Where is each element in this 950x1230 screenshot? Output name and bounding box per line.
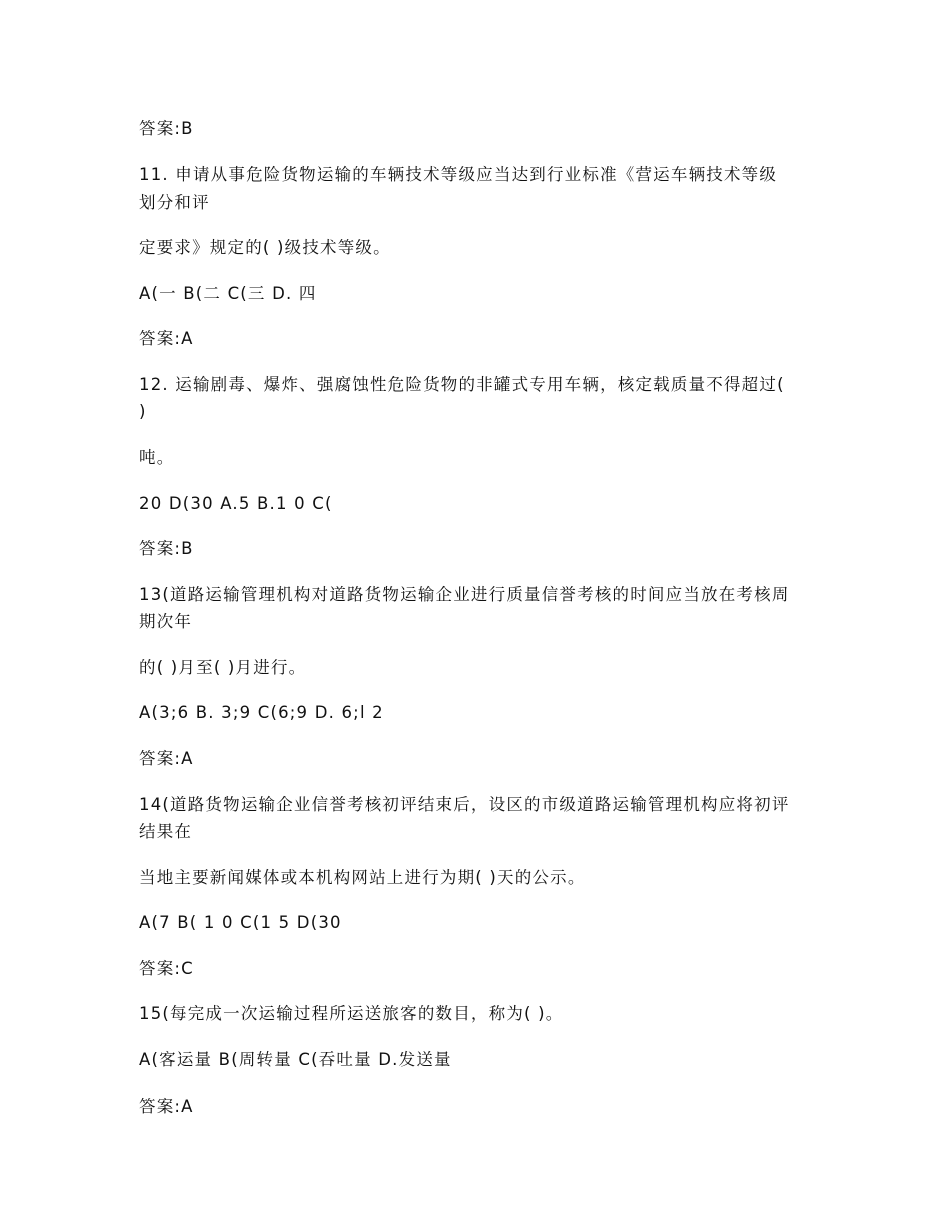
answer-q15: 答案:A — [139, 1097, 194, 1116]
question-14-line-1: 14(道路货物运输企业信誉考核初评结束后，设区的市级道路运输管理机构应将初评 — [139, 795, 790, 814]
question-13-line-1: 13(道路运输管理机构对道路货物运输企业进行质量信誉考核的时间应当放在考核周 — [139, 585, 790, 604]
options-q11: A(一 B(二 C(三 D. 四 — [139, 284, 317, 303]
answer-q14: 答案:C — [139, 959, 194, 978]
question-11-line-1: 11. 申请从事危险货物运输的车辆技术等级应当达到行业标准《营运车辆技术等级 — [139, 165, 778, 184]
question-14-line-3: 当地主要新闻媒体或本机构网站上进行为期( )天的公示。 — [139, 868, 586, 887]
question-11-line-2: 划分和评 — [139, 193, 210, 212]
question-15: 15(每完成一次运输过程所运送旅客的数目，称为( )。 — [139, 1004, 564, 1023]
options-q13: A(3;6 B. 3;9 C(6;9 D. 6;l 2 — [139, 703, 384, 722]
options-q15: A(客运量 B(周转量 C(吞吐量 D.发送量 — [139, 1050, 452, 1069]
question-14-line-2: 结果在 — [139, 822, 193, 841]
answer-q12: 答案:B — [139, 539, 194, 558]
answer-q10: 答案:B — [139, 119, 194, 138]
question-12-line-1: 12. 运输剧毒、爆炸、强腐蚀性危险货物的非罐式专用车辆，核定载质量不得超过( — [139, 375, 785, 394]
question-12-line-3: 吨。 — [139, 448, 175, 467]
question-13-line-3: 的( )月至( )月进行。 — [139, 658, 307, 677]
options-q12: 20 D(30 A.5 B.1 0 C( — [139, 494, 333, 513]
answer-q13: 答案:A — [139, 749, 194, 768]
question-11-line-3: 定要求》规定的( )级技术等级。 — [139, 238, 391, 257]
question-12-line-2: ) — [139, 402, 147, 421]
answer-q11: 答案:A — [139, 329, 194, 348]
options-q14: A(7 B( 1 0 C(1 5 D(30 — [139, 913, 342, 932]
question-13-line-2: 期次年 — [139, 612, 193, 631]
